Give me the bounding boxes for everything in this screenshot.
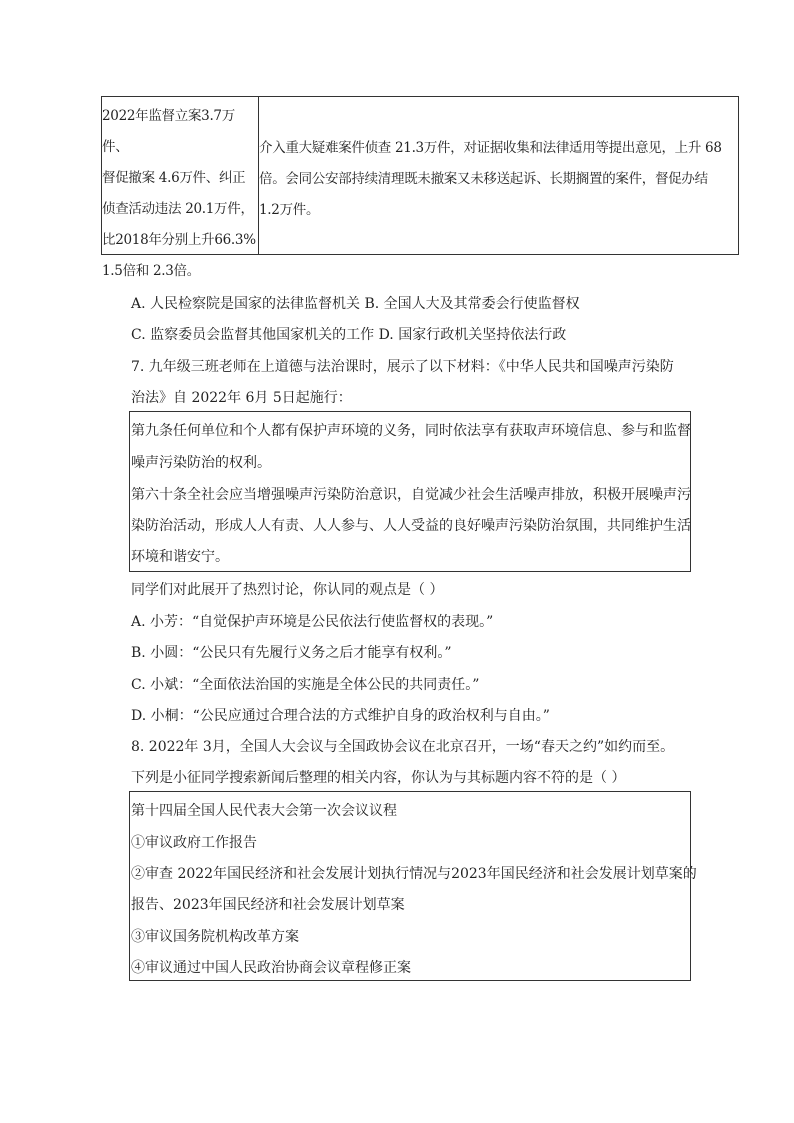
- q7-box-line4: 染防治活动，形成人人有责、人人参与、人人受益的良好噪声污染防治氛围，共同维护生活: [131, 518, 691, 534]
- q7-option-c: C. 小斌：“全面依法治国的实施是全体公民的共同责任。”: [131, 677, 480, 693]
- q6-options-ab: A. 人民检察院是国家的法律监督机关 B. 全国人大及其常委会行使监督权: [131, 296, 580, 312]
- q8-stem-line1: 8. 2022年 3月，全国人大会议与全国政协会议在北京召开，一场“春天之约”如约而至。: [131, 739, 675, 755]
- q7-material-box: [129, 411, 691, 572]
- data-table: [101, 96, 739, 279]
- table-right-cell: 介入重大疑难案件侦查 21.3万件，对证据收集和法律适用等提出意见，上升 68 倍。会同公安部持续清理既未撤案又未移送起诉、长期搁置的案件，督促办结 1.2万件。: [259, 140, 722, 218]
- q7-option-d: D. 小桐：“公民应通过合理合法的方式维护自身的政治权利与自由。”: [131, 708, 550, 724]
- q8-box-line6: ④审议通过中国人民政治协商会议章程修正案: [131, 960, 411, 976]
- table-left-cell: 2022年监督立案3.7万件、 督促撤案 4.6万件、纠正 侦查活动违法 20.1万件， 比2018年分别上升66.3% 1.5倍和 2.3倍。: [102, 97, 259, 254]
- q8-stem-line2: 下列是小征同学搜索新闻后整理的相关内容，你认为与其标题内容不符的是（ ）: [131, 770, 626, 786]
- q8-box-line4: 报告、2023年国民经济和社会发展计划草案: [131, 897, 405, 913]
- q8-agenda-box: [129, 791, 697, 981]
- q7-stem-line1: 7. 九年级三班老师在上道德与法治课时，展示了以下材料：《中华人民共和国噪声污染防: [131, 359, 674, 375]
- q8-box-line1: 第十四届全国人民代表大会第一次会议议程: [131, 803, 397, 819]
- q8-box-line2: ①审议政府工作报告: [131, 835, 257, 851]
- q8-box-line5: ③审议国务院机构改革方案: [131, 929, 299, 945]
- q7-question: 同学们对此展开了热烈讨论，你认同的观点是（ ）: [131, 582, 444, 598]
- q6-options-cd: C. 监察委员会监督其他国家机关的工作 D. 国家行政机关坚持依法行政: [131, 327, 567, 343]
- q7-box-line3: 第六十条全社会应当增强噪声污染防治意识，自觉减少社会生活噪声排放，积极开展噪声污: [131, 487, 691, 503]
- q8-box-line3: ②审查 2022年国民经济和社会发展计划执行情况与2023年国民经济和社会发展计划草案的: [131, 866, 697, 882]
- q7-option-a: A. 小芳：“自觉保护声环境是公民依法行使监督权的表现。”: [131, 614, 494, 630]
- q7-box-line2: 噪声污染防治的权利。: [131, 455, 271, 471]
- q7-box-line1: 第九条任何单位和个人都有保护声环境的义务，同时依法享有获取声环境信息、参与和监督: [131, 423, 691, 439]
- q7-box-line5: 环境和谐安宁。: [131, 549, 229, 565]
- q7-option-b: B. 小圆：“公民只有先履行义务之后才能享有权利。”: [131, 645, 452, 661]
- q7-stem-line2: 治法》自 2022年 6月 5日起施行：: [131, 390, 352, 406]
